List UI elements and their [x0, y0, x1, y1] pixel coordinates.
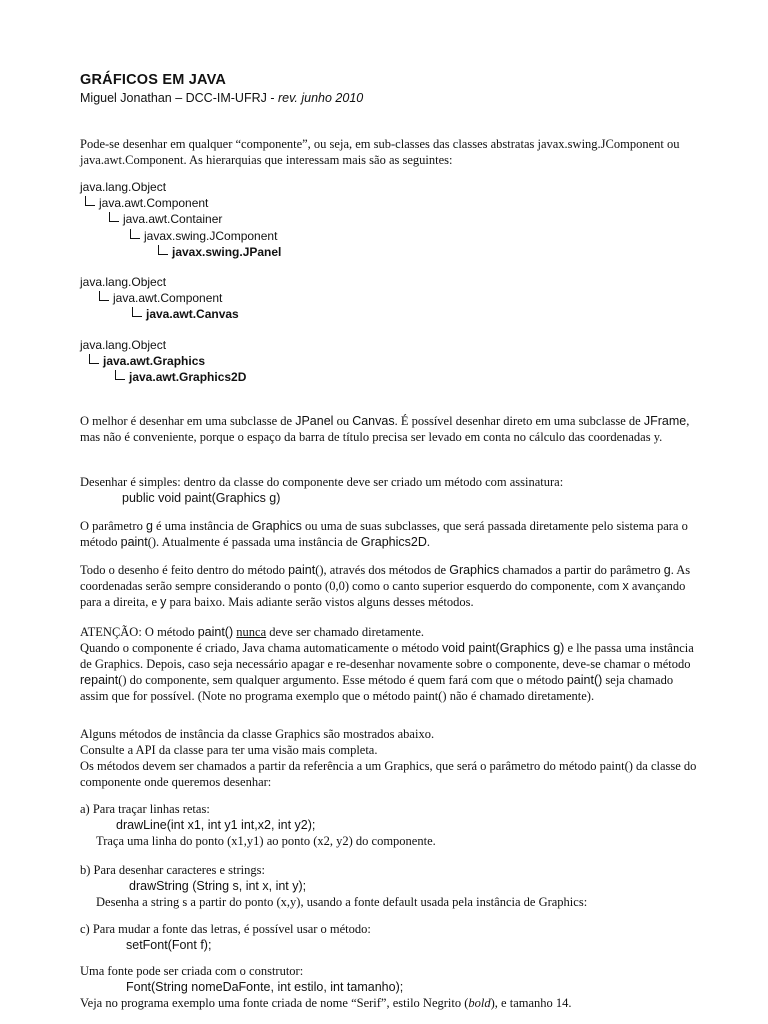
tree-node: java.lang.Object — [80, 275, 167, 289]
code-setfont: setFont(Font f); — [126, 938, 212, 952]
method-description: Desenha a string s a partir do ponto (x,y), usando a fonte default usada pela instância de Graphics: — [96, 895, 588, 909]
method-setfont — [80, 921, 700, 953]
code-paint-signature: public void paint(Graphics g) — [122, 491, 281, 505]
class-hierarchy-canvas — [80, 274, 239, 323]
paragraph-font-constructor: Uma fonte pode ser criada com o construtor: Font(String nomeDaFonte, int estilo, int tamanho); Veja no programa exemplo uma fonte criada de nome “Serif”, estilo Negrito (bold), e tamanho 14. — [80, 963, 700, 1011]
tree-node: javax.swing.JComponent — [80, 228, 281, 244]
paragraph-methods-intro: Alguns métodos de instância da classe Graphics são mostrados abaixo. Consulte a API da classe para ter uma visão mais completa. Os métodos devem ser chamados a partir da referência a um Graphics, que será o parâmetro do método paint() da classe do componente onde queremos desenhar: — [80, 727, 697, 789]
intro-paragraph: Pode-se desenhar em qualquer “componente”, ou seja, em sub-classes das classes abstratas javax.swing.JComponent ou java.awt.Component. As hierarquias que interessam mais são as seguintes: — [80, 137, 680, 167]
tree-connector-icon — [85, 196, 95, 206]
code-drawstring: drawString (String s, int x, int y); — [129, 879, 307, 893]
tree-connector-icon — [89, 354, 99, 364]
method-label: c) Para mudar a fonte das letras, é possível usar o método: — [80, 922, 371, 936]
paragraph-attention: ATENÇÃO: O método paint() nunca deve ser chamado diretamente. Quando o componente é criado, Java chama automaticamente o método void paint(Graphics g) e lhe passa uma instância de Graphics. Depois, caso seja necessário apagar e re-desenhar novamente sobre o componente, deve-se chamar o método repaint() do componente, sem qualquer argumento. Esse método é quem fará com que o método paint() seja chamado assim que for possível. (Note no programa exemplo que o método paint() não é chamado diretamente). — [80, 625, 694, 703]
tree-connector-icon — [130, 229, 140, 239]
tree-connector-icon — [115, 370, 125, 380]
tree-node: java.lang.Object — [80, 338, 167, 352]
method-label: a) Para traçar linhas retas: — [80, 802, 210, 816]
class-hierarchy-graphics — [80, 337, 246, 386]
paragraph-coordinates: Todo o desenho é feito dentro do método paint(), através dos métodos de Graphics chamados a partir do parâmetro g. As coordenadas serão sempre considerando o ponto (0,0) como o canto superior esquerdo do componente, com x avançando para a direita, e y para baixo. Mais adiante serão vistos alguns desses métodos. — [80, 563, 691, 609]
byline-author: Miguel Jonathan – DCC-IM-UFRJ - — [80, 91, 278, 105]
byline-revision: rev. junho 2010 — [277, 91, 364, 105]
paragraph-paint-signature: Desenhar é simples: dentro da classe do componente deve ser criado um método com assinatura: public void paint(Graphics g) — [80, 474, 700, 506]
paragraph-graphics-param: O parâmetro g é uma instância de Graphics ou uma de suas subclasses, que será passada diretamente pelo sistema para o método paint(). Atualmente é passada uma instância de Graphics2D. — [80, 519, 688, 549]
method-drawline — [80, 801, 700, 849]
method-drawstring — [80, 862, 700, 910]
tree-node: java.awt.Graphics — [80, 353, 246, 369]
tree-connector-icon — [109, 212, 119, 222]
method-label: b) Para desenhar caracteres e strings: — [80, 863, 265, 877]
emphasis-never: nunca — [236, 625, 267, 639]
class-hierarchy-jpanel — [80, 179, 281, 260]
tree-node: java.lang.Object — [80, 180, 167, 194]
paragraph-best-subclass: O melhor é desenhar em uma subclasse de JPanel ou Canvas. É possível desenhar direto em uma subclasse de JFrame, mas não é conveniente, porque o espaço da barra de título precisa ser levado em conta no cálculo das coordenadas y. — [80, 414, 690, 444]
code-drawline: drawLine(int x1, int y1 int,x2, int y2); — [116, 818, 316, 832]
tree-node: java.awt.Canvas — [80, 306, 239, 322]
tree-node: java.awt.Graphics2D — [80, 369, 246, 385]
tree-node: java.awt.Component — [80, 290, 239, 306]
code-font-constructor: Font(String nomeDaFonte, int estilo, int tamanho); — [126, 980, 404, 994]
method-description: Traça uma linha do ponto (x1,y1) ao ponto (x2, y2) do componente. — [96, 834, 436, 848]
tree-connector-icon — [158, 245, 168, 255]
tree-node: java.awt.Component — [80, 195, 281, 211]
tree-connector-icon — [99, 291, 109, 301]
tree-node: javax.swing.JPanel — [80, 244, 281, 260]
byline — [80, 91, 363, 105]
document-title: GRÁFICOS EM JAVA — [80, 72, 227, 88]
tree-connector-icon — [132, 307, 142, 317]
tree-node: java.awt.Container — [80, 211, 281, 227]
